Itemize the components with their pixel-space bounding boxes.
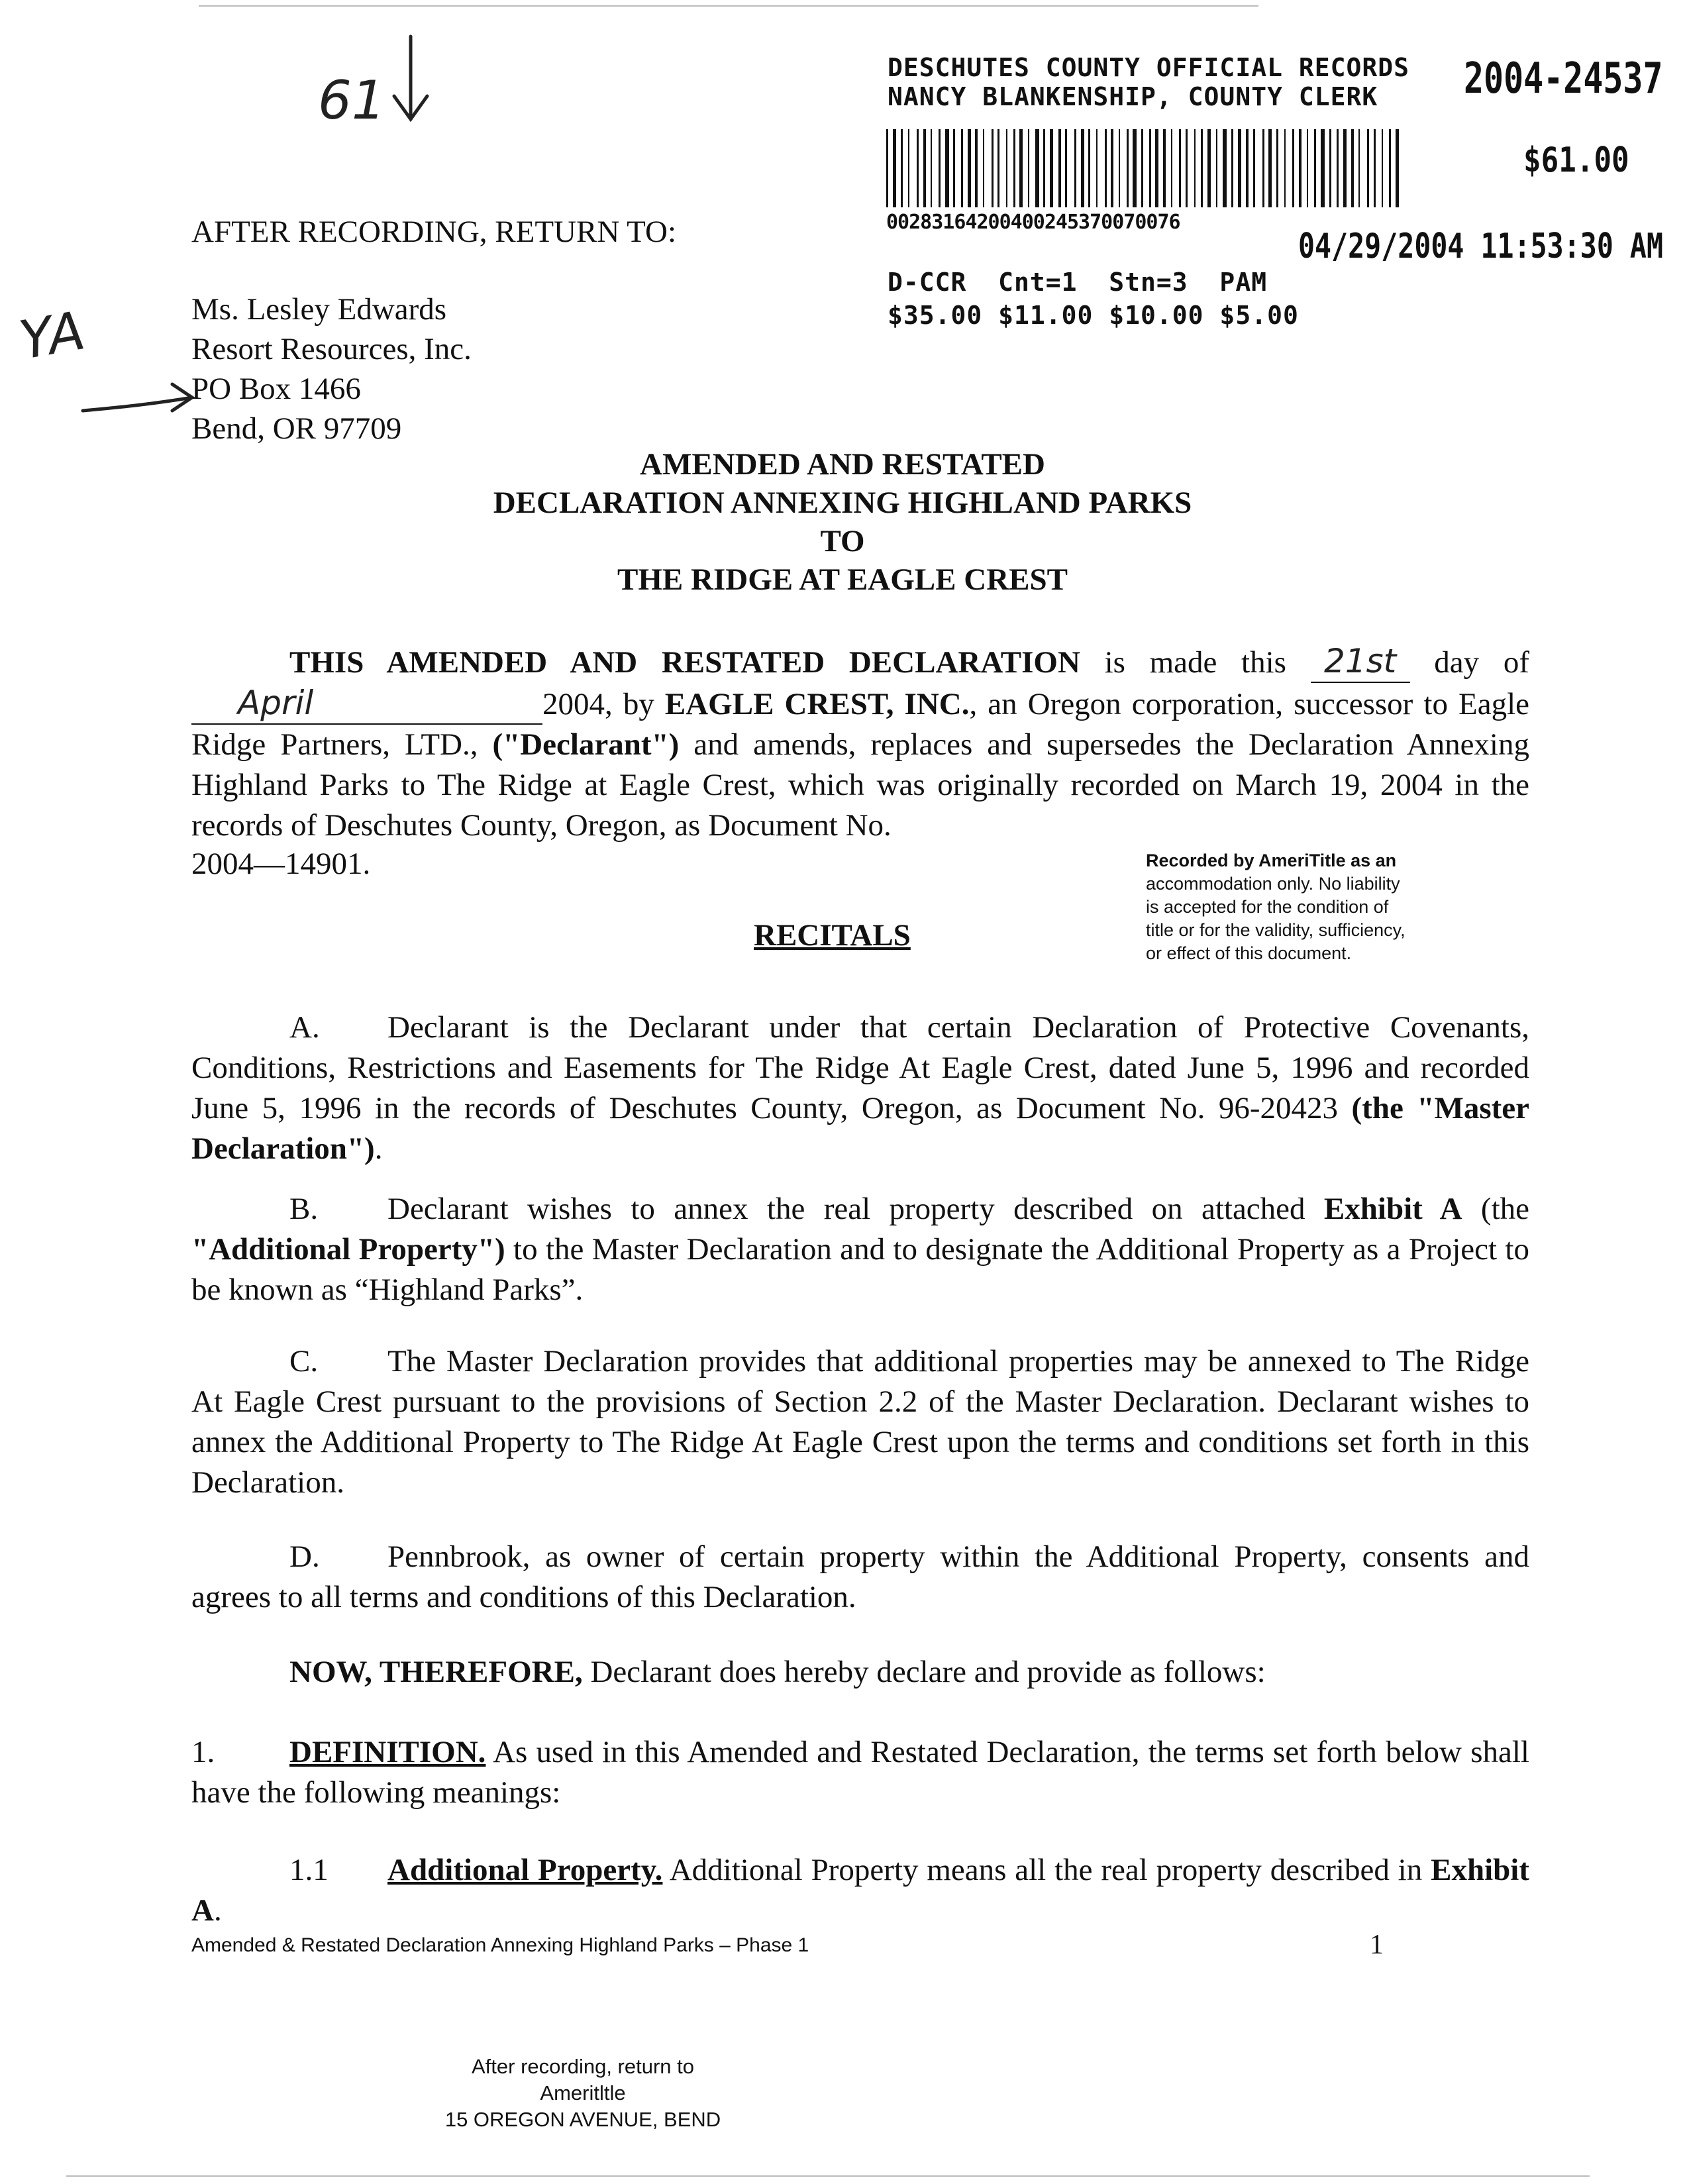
stamp-total-fee: $61.00 xyxy=(1523,140,1629,180)
return-company: Resort Resources, Inc. xyxy=(191,332,472,366)
handwritten-down-arrow-icon xyxy=(381,33,440,126)
now-therefore-bold: NOW, THEREFORE, xyxy=(289,1655,583,1689)
stamp-codes: D-CCR Cnt=1 Stn=3 PAM xyxy=(888,268,1268,297)
recital-d xyxy=(191,1537,1529,1618)
footer-doc-title: Amended & Restated Declaration Annexing Highland Parks – Phase 1 xyxy=(191,1934,809,1956)
scan-edge-bottom xyxy=(66,2175,1590,2177)
section-1-1-bold: Exhibit A xyxy=(191,1853,1529,1928)
intro-text-4: , an Oregon corporation, successor to Eagle Ridge Partners, LTD., xyxy=(191,687,1530,762)
disclaimer-line-4: title or for the validity, sufficiency, xyxy=(1146,920,1405,940)
disclaimer-line-2: accommodation only. No liability xyxy=(1146,874,1400,894)
return-city: Bend, OR 97709 xyxy=(191,411,402,446)
section-1-1-heading: Additional Property. xyxy=(387,1853,663,1887)
disclaimer-line-1: Recorded by AmeriTitle as an xyxy=(1146,851,1397,870)
recital-a-bold: (the "Master Declaration") xyxy=(191,1091,1529,1166)
recital-a-label: A. xyxy=(289,1010,320,1045)
stamp-document-number: 2004-24537 xyxy=(1464,54,1663,103)
recital-a xyxy=(191,1008,1529,1169)
now-therefore-text: Declarant does hereby declare and provide as follows: xyxy=(582,1655,1266,1689)
recital-b xyxy=(191,1189,1529,1310)
stamp-barcode-number: 00283164200400245370070076 xyxy=(886,211,1180,234)
disclaimer-line-5: or effect of this document. xyxy=(1146,943,1352,963)
recital-c-label: C. xyxy=(289,1344,319,1378)
recital-b-bold-1: Exhibit A xyxy=(1323,1192,1462,1226)
section-1-1-text-1: Additional Property means all the real property described in xyxy=(662,1853,1431,1887)
handwritten-arrow-icon xyxy=(79,371,199,431)
return-name: Ms. Lesley Edwards xyxy=(191,292,447,327)
bottom-return-stamp xyxy=(384,2054,782,2133)
bottom-stamp-line-2: Ameritltle xyxy=(540,2081,626,2105)
title-line-4: THE RIDGE AT EAGLE CREST xyxy=(617,562,1068,597)
recital-d-label: D. xyxy=(289,1539,320,1574)
recital-b-text-2: (the xyxy=(1462,1192,1529,1226)
scan-edge-top xyxy=(199,5,1258,7)
section-1-1-number: 1.1 xyxy=(289,1853,329,1887)
stamp-county-records: DESCHUTES COUNTY OFFICIAL RECORDS xyxy=(888,53,1409,82)
recital-b-text-1: Declarant wishes to annex the real property described on attached xyxy=(387,1192,1324,1226)
handwritten-top-note: 61 xyxy=(318,70,385,131)
intro-month-handwritten: April xyxy=(191,683,542,725)
handwritten-side-note: YA xyxy=(15,299,89,372)
recital-d-text: Pennbrook, as owner of certain property within the Additional Property, consents and agrees to all terms and conditions of this Declaration. xyxy=(191,1539,1529,1614)
intro-text-1: is made this xyxy=(1080,645,1311,680)
footer-page-number: 1 xyxy=(1370,1930,1384,1960)
section-1-heading: DEFINITION. xyxy=(289,1735,486,1769)
title-line-3: TO xyxy=(820,524,865,558)
now-therefore-paragraph xyxy=(191,1652,1529,1692)
intro-bold-declarant: ("Declarant") xyxy=(492,727,680,762)
section-1-text: As used in this Amended and Restated Declaration, the terms set forth below shall have the following meanings: xyxy=(191,1735,1529,1810)
section-1-1 xyxy=(191,1850,1529,1931)
recital-a-text: Declarant is the Declarant under that certain Declaration of Protective Covenants, Conditions, Restrictions and Easements for The Ridge At Eagle Crest, dated June 5, 1996 and recorded June 5, 1996 in the records of Deschutes County, Oregon, as Document No. 96-20423 xyxy=(191,1010,1529,1125)
section-1 xyxy=(191,1732,1529,1813)
intro-paragraph xyxy=(191,641,1529,846)
return-address-heading: AFTER RECORDING, RETURN TO: xyxy=(191,215,677,249)
intro-doc-number: 2004—14901. xyxy=(191,847,371,881)
intro-text-3: 2004, by xyxy=(542,687,665,721)
stamp-barcode xyxy=(886,129,1409,209)
section-1-1-text-2: . xyxy=(213,1893,222,1928)
bottom-stamp-line-3: 15 OREGON AVENUE, BEND xyxy=(444,2108,721,2131)
recital-c xyxy=(191,1341,1529,1503)
stamp-date-time: 04/29/2004 11:53:30 AM xyxy=(1298,227,1663,266)
intro-bold-lead: THIS AMENDED AND RESTATED DECLARATION xyxy=(289,645,1080,680)
intro-day-handwritten: 21st xyxy=(1311,641,1410,683)
title-company-disclaimer xyxy=(1146,849,1405,965)
title-line-1: AMENDED AND RESTATED xyxy=(640,447,1045,482)
document-title xyxy=(0,445,1685,599)
disclaimer-line-3: is accepted for the condition of xyxy=(1146,897,1389,917)
bottom-stamp-line-1: After recording, return to xyxy=(472,2055,694,2078)
section-1-number: 1. xyxy=(191,1735,215,1769)
stamp-fees: $35.00 $11.00 $10.00 $5.00 xyxy=(888,301,1299,330)
return-address-block xyxy=(191,289,472,448)
recitals-heading: RECITALS xyxy=(754,918,911,953)
recital-a-end: . xyxy=(374,1131,383,1166)
recital-b-text-3: to the Master Declaration and to designate the Additional Property as a Project to be known as “Highland Parks”. xyxy=(191,1232,1529,1307)
recital-b-label: B. xyxy=(289,1192,319,1226)
stamp-county-clerk: NANCY BLANKENSHIP, COUNTY CLERK xyxy=(888,82,1378,111)
intro-text-5: and amends, replaces and supersedes the Declaration Annexing Highland Parks to The Ridge at Eagle Crest, which was originally recorded on March 19, 2004 in the records of Deschutes County, Oregon, as Document No. xyxy=(191,727,1529,843)
intro-text-2: day of xyxy=(1409,645,1529,680)
intro-bold-company: EAGLE CREST, INC. xyxy=(664,687,970,721)
return-po-box: PO Box 1466 xyxy=(191,372,361,406)
recital-b-bold-2: "Additional Property") xyxy=(191,1232,505,1267)
recital-c-text: The Master Declaration provides that additional properties may be annexed to The Ridge At Eagle Crest pursuant to the provisions of Section 2.2 of the Master Declaration. Declarant wishes to annex the Additional Property to The Ridge At Eagle Crest upon the terms and conditions set forth in this Declaration. xyxy=(191,1344,1529,1500)
title-line-2: DECLARATION ANNEXING HIGHLAND PARKS xyxy=(493,486,1192,520)
